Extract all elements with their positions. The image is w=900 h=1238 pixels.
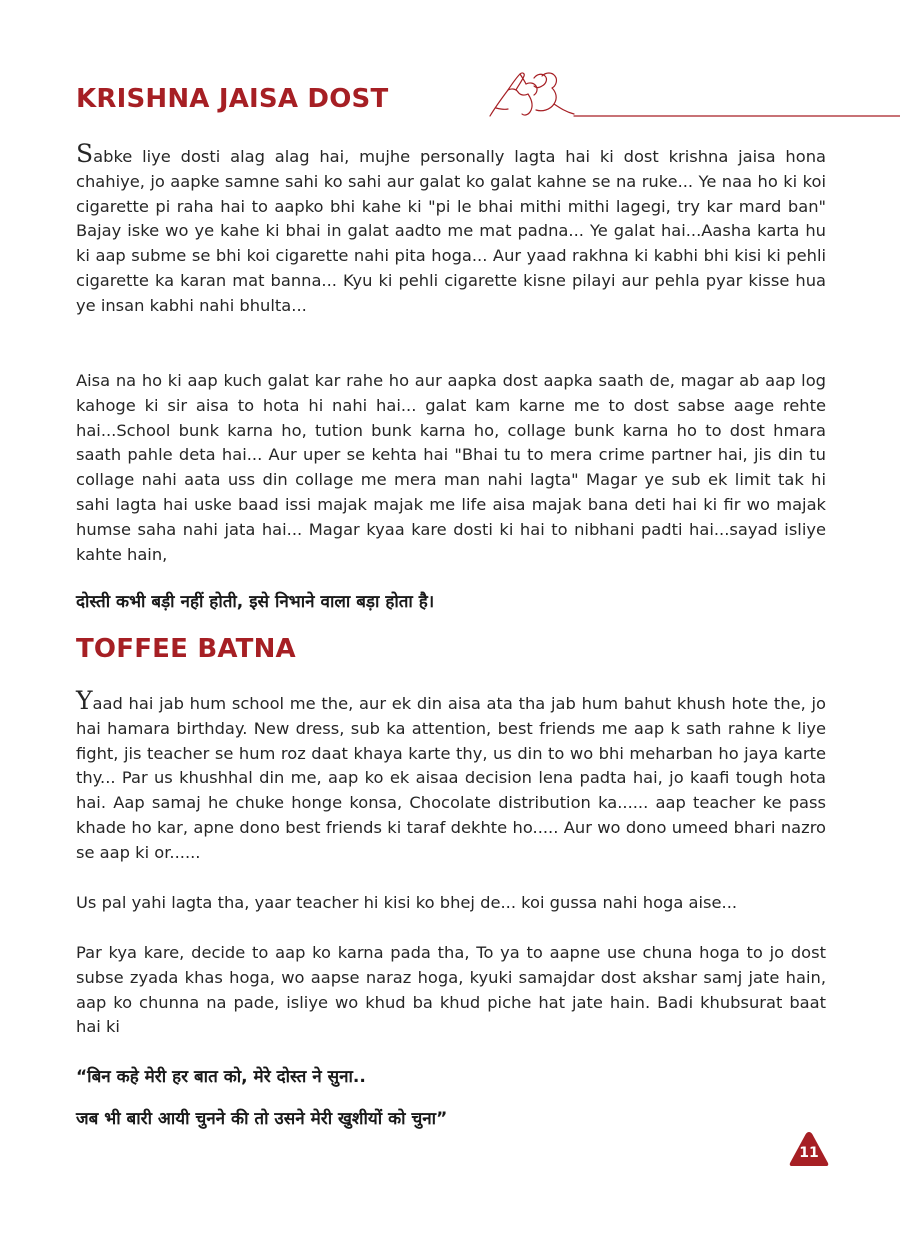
drop-cap: Y	[76, 686, 93, 715]
page-number: 11	[799, 1145, 819, 1161]
header-ornament	[482, 68, 900, 120]
section2-hindi-quote-line-2: जब भी बारी आयी चुनने की तो उसने मेरी खुशीयों को चुना”	[76, 1109, 448, 1129]
section2-paragraph-1-text: aad hai jab hum school me the, aur ek din aisa ata tha jab hum bahut khush hote the, jo hai hamara birthday. New dress, sub ka attention, best friends me aap k sath rahne k liye fight, jis teacher se hum roz daat khaya karte thy, us din to wo bhi meharban ho jaya karte thy... Par us khushhal din me, aap ko ek aisaa decision lena padta hai, jo kaafi tough hota hai. Aap samaj he chuke honge konsa, Chocolate distribution ka...... aap teacher ke pass khade ho kar, apne dono best friends ki taraf dekhte ho..... Aur wo dono umeed bhari nazro se aap ki or......	[76, 694, 826, 862]
section2-paragraph-2: Us pal yahi lagta tha, yaar teacher hi kisi ko bhej de... koi gussa nahi hoga aise...	[76, 893, 738, 912]
page-number-badge	[788, 1130, 830, 1168]
section-title-toffee-batna: TOFFEE BATNA	[76, 634, 296, 664]
section2-paragraph-1	[76, 686, 826, 866]
section2-paragraph-3: Par kya kare, decide to aap ko karna pada tha, To ya to aapne use chuna hoga to jo dost subse zyada khas hoga, wo aapse naraz hoga, kyuki samajdar dost akshar samj jate hain, aap ko chunna na pade, isliye wo khud ba khud piche hat jate hain. Badi khubsurat baat hai ki	[76, 943, 826, 1037]
section1-paragraph-1	[76, 139, 826, 319]
drop-cap: S	[76, 139, 94, 168]
section1-paragraph-1-text: abke liye dosti alag alag hai, mujhe personally lagta hai ki dost krishna jaisa hona chahiye, jo aapke samne sahi ko sahi aur galat ko galat kahne se na ruke... Ye naa ho ki koi cigarette pi raha hai to aapko bhi kahe ki "pi le bhai mithi mithi lagegi, try kar mard ban" Bajay iske wo ye kahe ki bhai in galat aadto me mat padna... Ye galat hai...Aasha karta hu ki aap subme se bhi koi cigarette nahi pita hoga... Aur yaad rakhna ki kabhi bhi kisi ki pehli cigarette ka karan mat banna... Kyu ki pehli cigarette kisne pilayi aur pehla pyar kisse hua ye insan kabhi nahi bhulta...	[76, 147, 826, 315]
section1-hindi-quote: दोस्ती कभी बड़ी नहीं होती, इसे निभाने वाला बड़ा होता है।	[76, 592, 435, 612]
section-title-krishna-jaisa-dost: KRISHNA JAISA DOST	[76, 84, 389, 114]
section2-hindi-quote-line-1: “बिन कहे मेरी हर बात को, मेरे दोस्त ने सुना..	[76, 1067, 366, 1087]
section1-paragraph-2: Aisa na ho ki aap kuch galat kar rahe ho aur aapka dost aapka saath de, magar ab aap log kahoge ki sir aisa to hota hi nahi hai... galat kam karne me to dost sabse aage rehte hai...School bunk karna ho, tution bunk karna ho, collage bunk karna ho to dost hmara saath pahle deta hai... Aur uper se kehta hai "Bhai tu to mera crime partner hai, jis din tu collage nahi aata uss din collage me mera man nahi lagta" Magar ye sub ek limit tak hi sahi lagta hai uske baad issi majak majak me life aisa majak bana deti hai ki fir wo majak humse saha nahi jata hai... Magar kyaa kare dosti ki hai to nibhani padti hai...sayad isliye kahte hain,	[76, 371, 826, 564]
pinky-promise-hands-icon	[482, 68, 900, 120]
